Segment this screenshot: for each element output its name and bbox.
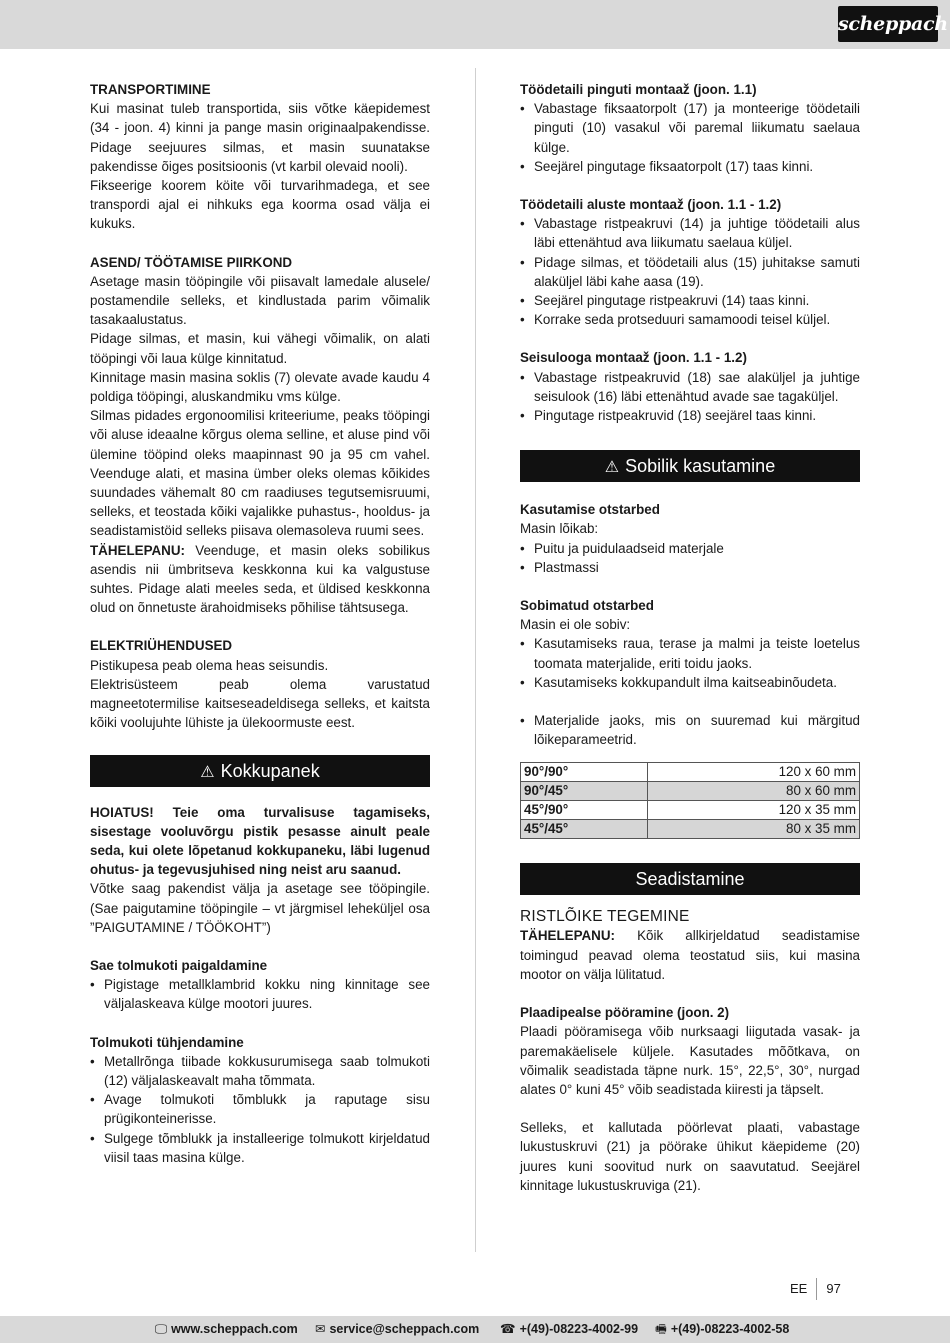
phone-number: +(49)-08223-4002-99: [519, 1322, 639, 1336]
header-band: [0, 0, 950, 49]
bar-label: Kokkupanek: [220, 760, 320, 781]
subsection-title: Plaadipealse pööramine (joon. 2): [520, 1005, 730, 1021]
table-cell-size: 80 x 60 mm: [648, 782, 860, 801]
bar-label: Seadistamine: [635, 869, 745, 890]
attention-label: TÄHELEPANU:: [90, 542, 185, 558]
subsection-title: Töödetaili pinguti montaaž (joon. 1.1): [520, 82, 757, 97]
attention-text: Kõik allkirjeldatud seadistamise toimingud peavad olema teostatud siis, kui masina mootor on välja lülitatud.: [520, 928, 860, 982]
paragraph: Plaadi pööramisega võib nurksaagi liigutada vasak- ja paremakäelisele küljele. Kasutades mõõtkava, on võimalik seadistada täpne nurk. 15°, 22,5°, 30°, nurgad alates 0° kuni 45° võib seadistada kiiresti ja täpselt.: [520, 1024, 860, 1097]
list-item: • Avage tolmukoti tõmblukk ja raputage sisu prügikonteinerisse.: [90, 1090, 430, 1128]
bullet-list: [520, 214, 860, 329]
subsection-title: Sae tolmukoti paigaldamine: [90, 957, 268, 973]
paragraph: Pidage silmas, et masin, kui vähegi võimalik, on alati tööpingi või laua külge kinnitatud.: [90, 331, 430, 366]
footer-email: [315, 1316, 479, 1343]
list-item: • Pigistage metallklambrid kokku ning kinnitage see väljalaskeava külge mootori juures.: [90, 975, 430, 1013]
page-number-block: [790, 1278, 841, 1300]
email-address[interactable]: service@scheppach.com: [329, 1322, 480, 1336]
paragraph: Kinnitage masin masina soklis (7) olevate avade kaudu 4 poldiga tööpingi, aluskandmiku vms külge.: [90, 369, 430, 405]
paragraph: Selleks, et kallutada pöörlevat plaati, vabastage lukustuskruvi (21) ja pöörake ühikut käepideme (20) juures kuni soovitud nurk on saavutatud. Seejärel kinnitage lukustuskruviga (21).: [520, 1120, 860, 1193]
paragraph: [520, 926, 860, 984]
table-row: [521, 782, 860, 801]
list-item: • Materjalide jaoks, mis on suuremad kui märgitud lõikeparameetrid.: [520, 711, 860, 749]
list-item: • Kasutamiseks raua, terase ja malmi ja teiste loetelus toomata materjalide, eriti toidu jaoks.: [520, 634, 860, 672]
subsection-title: Seisulooga montaaž (joon. 1.1 - 1.2): [520, 350, 747, 366]
table-row: [521, 820, 860, 839]
table-cell-size: 120 x 35 mm: [648, 801, 860, 820]
table-row: [521, 763, 860, 782]
footer-band: [0, 1316, 950, 1343]
attention-text: Veenduge, et masin oleks sobilikus asendis nii ümbritseva keskkonna kui ka valgustuse suhtes. Pidage alati meeles seda, et üldised keskkonna olud on õnnetuste ärahoidmiseks põhilise tähtsusega.: [90, 542, 430, 616]
bullet-list: [520, 99, 860, 176]
list-item: • Puitu ja puidulaadseid materjale: [520, 539, 860, 558]
bullet-list: [520, 634, 860, 749]
bullet-list: [90, 975, 430, 1013]
monitor-icon: 🖵: [155, 1322, 168, 1336]
fax-number: +(49)-08223-4002-58: [670, 1322, 790, 1336]
list-item: • Metallrõnga tiibade kokkusurumisega saab tolmukoti (12) väljalaskeavalt maha tõmmata.: [90, 1052, 430, 1090]
paragraph: Masin lõikab:: [520, 521, 599, 537]
attention-label: TÄHELEPANU:: [520, 928, 615, 944]
table-cell-angle: 90°/45°: [521, 782, 648, 801]
left-column: [90, 80, 430, 1167]
section-bar-seadistamine: [520, 863, 860, 895]
table-cell-angle: 45°/45°: [521, 820, 648, 839]
table-cell-angle: 45°/90°: [521, 801, 648, 820]
list-item: • Vabastage ristpeakruvi (14) ja juhtige töödetaili alus läbi ettenähtud ava liikumatu saelaua küljel.: [520, 214, 860, 252]
section-title-ristloike: RISTLÕIKE TEGEMINE: [520, 908, 690, 926]
paragraph: Võtke saag pakendist välja ja asetage see tööpingile. (Sae paigutamine tööpingile – vt järgmisel leheküljel osa ”PAIGUTAMINE / TÖÖKOHT”): [90, 881, 430, 935]
paragraph: [90, 541, 430, 618]
list-item: • Kasutamiseks kokkupandult ilma kaitseabinõudeta.: [520, 673, 860, 692]
footer-fax: [655, 1316, 789, 1343]
list-item: • Vabastage fiksaatorpolt (17) ja monteerige töödetaili pinguti (10) vasakul või paremal liikumatu saelaua külge.: [520, 99, 860, 157]
list-item: • Korrake seda protseduuri samamoodi teisel küljel.: [520, 310, 860, 329]
column-divider: [475, 68, 476, 1252]
subsection-title: Töödetaili aluste montaaž (joon. 1.1 - 1.2): [520, 197, 782, 213]
mail-icon: ✉: [315, 1322, 326, 1336]
footer-phone: [500, 1316, 638, 1343]
table-cell-size: 120 x 60 mm: [648, 763, 860, 782]
web-address[interactable]: www.scheppach.com: [171, 1322, 298, 1336]
section-title-asend: ASEND/ TÖÖTAMISE PIIRKOND: [90, 254, 293, 270]
paragraph: Kui masinat tuleb transportida, siis võtke käepidemest (34 - joon. 4) kinni ja pange masin originaalpakendisse. Pidage seejuures silmas, et masin suunatakse pakendisse õiges positsioonis (vt karbil olevaid nooli).: [90, 101, 430, 174]
table-cell-size: 80 x 35 mm: [648, 820, 860, 839]
subsection-title: Tolmukoti tühjendamine: [90, 1034, 244, 1050]
paragraph: Pistikupesa peab olema heas seisundis.: [90, 657, 329, 673]
list-item: • Sulgege tõmblukk ja installeerige tolmukott kirjeldatud viisil taas masina külge.: [90, 1129, 430, 1167]
list-item: • Vabastage ristpeakruvid (18) sae alaküljel ja juhtige seisulook (16) läbi ettenähtud avade sae tagaküljel.: [520, 368, 860, 406]
section-title-transport: TRANSPORTIMINE: [90, 82, 211, 97]
list-item: • Plastmassi: [520, 558, 860, 577]
warning-icon: ⚠: [604, 459, 620, 477]
table-row: [521, 801, 860, 820]
language-code: EE: [790, 1278, 817, 1300]
cutting-capacity-table: [520, 762, 860, 839]
list-item: • Pidage silmas, et töödetaili alus (15) juhitakse samuti alaküljel läbi kahe aasa (19).: [520, 253, 860, 291]
paragraph: Masin ei ole sobiv:: [520, 617, 631, 633]
bullet-list: [90, 1052, 430, 1167]
warning-icon: ⚠: [200, 763, 215, 781]
list-item: • Seejärel pingutage fiksaatorpolt (17) taas kinni.: [520, 157, 860, 176]
subsection-title: Sobimatud otstarbed: [520, 598, 654, 614]
right-column: [520, 80, 860, 1195]
scheppach-logo: scheppach: [838, 6, 938, 42]
section-title-elekter: ELEKTRIÜHENDUSED: [90, 638, 233, 654]
section-bar-sobilik: [520, 450, 860, 482]
paragraph: Fikseerige koorem köite või turvarihmadega, et see transpordi ajal ei nihkuks ega koorma osad välja ei kukuks.: [90, 178, 430, 232]
phone-icon: ☎: [500, 1322, 516, 1336]
paragraph: Elektrisüsteem peab olema varustatud magneetotermilise kaitseseadeldisega selleks, et kaitsta kõiki voolujuhte lühiste ja ülekoormuste eest.: [90, 676, 430, 731]
list-item: • Seejärel pingutage ristpeakruvi (14) taas kinni.: [520, 291, 860, 310]
list-item: • Pingutage ristpeakruvid (18) seejärel taas kinni.: [520, 406, 860, 425]
fax-icon: 🖷: [655, 1322, 667, 1336]
bullet-list: [520, 539, 860, 577]
page-number: 97: [826, 1281, 841, 1296]
section-bar-kokkupanek: [90, 755, 430, 787]
footer-web: [155, 1316, 298, 1343]
table-cell-angle: 90°/90°: [521, 763, 648, 782]
bullet-list: [520, 368, 860, 426]
paragraph: Silmas pidades ergonoomilisi kriteeriume, peaks tööpingi või aluse ideaalne kõrgus olema selline, et aluse pind või ülemine tööpind oleks maapinnast 90 ja 95 cm vahel. Veenduge alati, et masina ümber oleks olemas kõikides suundades vähemalt 80 cm raadiuses tegutsemisruumi, selleks, et teostada kõiki vajalikke puhastus-, hooldus- ja seadistamistöid selleks piisava olemasoleva ruumi sees.: [90, 408, 430, 539]
warning-paragraph: HOIATUS! Teie oma turvalisuse tagamiseks, sisestage vooluvõrgu pistik pesasse ainult peale seda, kui olete lõpetanud kokkupaneku, läbi lugenud ohutus- ja tegevusjuhised ning neist aru saanud.: [90, 804, 430, 878]
bar-label: Sobilik kasutamine: [625, 456, 776, 477]
paragraph: Asetage masin tööpingile või piisavalt lamedale alusele/ postamendile selleks, et kindlustada parim võimalik tasakaalustatus.: [90, 273, 430, 328]
subsection-title: Kasutamise otstarbed: [520, 502, 660, 518]
